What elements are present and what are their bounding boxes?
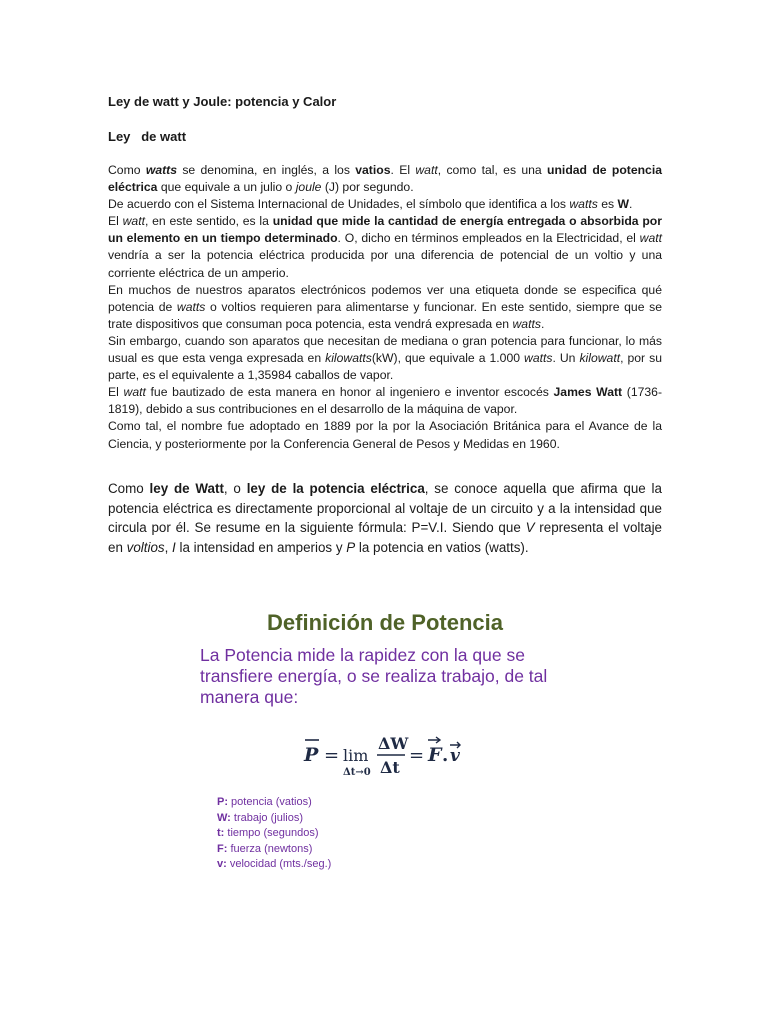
legend-item: t: tiempo (segundos) [217,827,319,839]
slide-title: Definición de Potencia [267,610,503,635]
formula-equals-2: = [409,745,425,766]
variable-legend [217,795,331,873]
law-paragraph-block [108,479,662,557]
formula-lim-subscript: Δt→0 [343,767,371,778]
power-definition-slide [180,598,590,898]
formula-p: P [304,744,319,766]
paragraph: Como ley de Watt, o ley de la potencia eléctrica, se conoce aquella que afirma que la potencia eléctrica es directamente proporcional al voltaje de un circuito y a la intensidad que circula por él. Se resume en la siguiente fórmula: P=V.I. Siendo que V representa el voltaje en voltios, I la intensidad en amperios y P la potencia en vatios (watts). [108,481,662,555]
legend-item: F: fuerza (newtons) [217,842,313,855]
paragraph: Como tal, el nombre fue adoptado en 1889 por la por la Asociación Británica para el Avance de la Ciencia, y posteriormente por la Conferencia General de Pesos y Medidas en 1960. [108,419,662,451]
paragraph: En muchos de nuestros aparatos electrónicos podemos ver una etiqueta donde se especifica qué potencia de watts o voltios requieren para alimentarse y funcionar. En este sentido, siempre que se trate dispositivos que consuman poca potencia, esta vendrá expresada en watts. [108,282,662,331]
paragraph: Como watts se denomina, en inglés, a los vatios. El watt, como tal, es una unidad de potencia eléctrica que equivale a un julio o joule (J) por segundo. [108,163,662,195]
paragraph: El watt, en este sentido, es la unidad que mide la cantidad de energía entregada o absorbida por un elemento en un tiempo determinado. O, dicho en términos empleados en la Electricidad, el watt vendría a ser la potencia eléctrica producida por una diferencia de potencial de un voltio y una corriente eléctrica de un amperio. [108,214,662,280]
document-title: Ley de watt y Joule: potencia y Calor [108,94,337,109]
legend-item: W: trabajo (julios) [217,811,303,824]
formula-dot: . [442,745,449,766]
formula-equals: = [324,745,340,766]
vector-arrow-f [428,737,440,743]
paragraph: De acuerdo con el Sistema Internacional de Unidades, el símbolo que identifica a los watts es W. [108,197,633,212]
article-body [108,162,662,453]
power-formula [300,726,480,786]
paragraph: El watt fue bautizado de esta manera en honor al ingeniero e inventor escocés James Watt (1736-1819), debido a sus contribuciones en el desarrollo de la máquina de vapor. [108,385,663,417]
formula-f: F [428,744,442,766]
formula-v: v [450,746,460,766]
legend-item: P: potencia (vatios) [217,796,312,808]
formula-denominator: Δt [380,758,400,777]
formula-numerator: ΔW [378,734,409,753]
paragraph: Sin embargo, cuando son aparatos que necesitan de mediana o gran potencia para funcionar, lo más usual es que esta venga expresada en kilowatts(kW), que equivale a 1.000 watts. Un kilowatt, por su parte, es el equivalente a 1,35984 caballos de vapor. [108,333,662,383]
slide-text: La Potencia mide la rapidez con la que se transfiere energía, o se realiza trabajo, de tal manera que: [200,645,548,707]
formula-lim: lim [343,746,369,765]
legend-item: v: velocidad (mts./seg.) [217,858,332,870]
section-title: Ley de watt [108,129,187,144]
